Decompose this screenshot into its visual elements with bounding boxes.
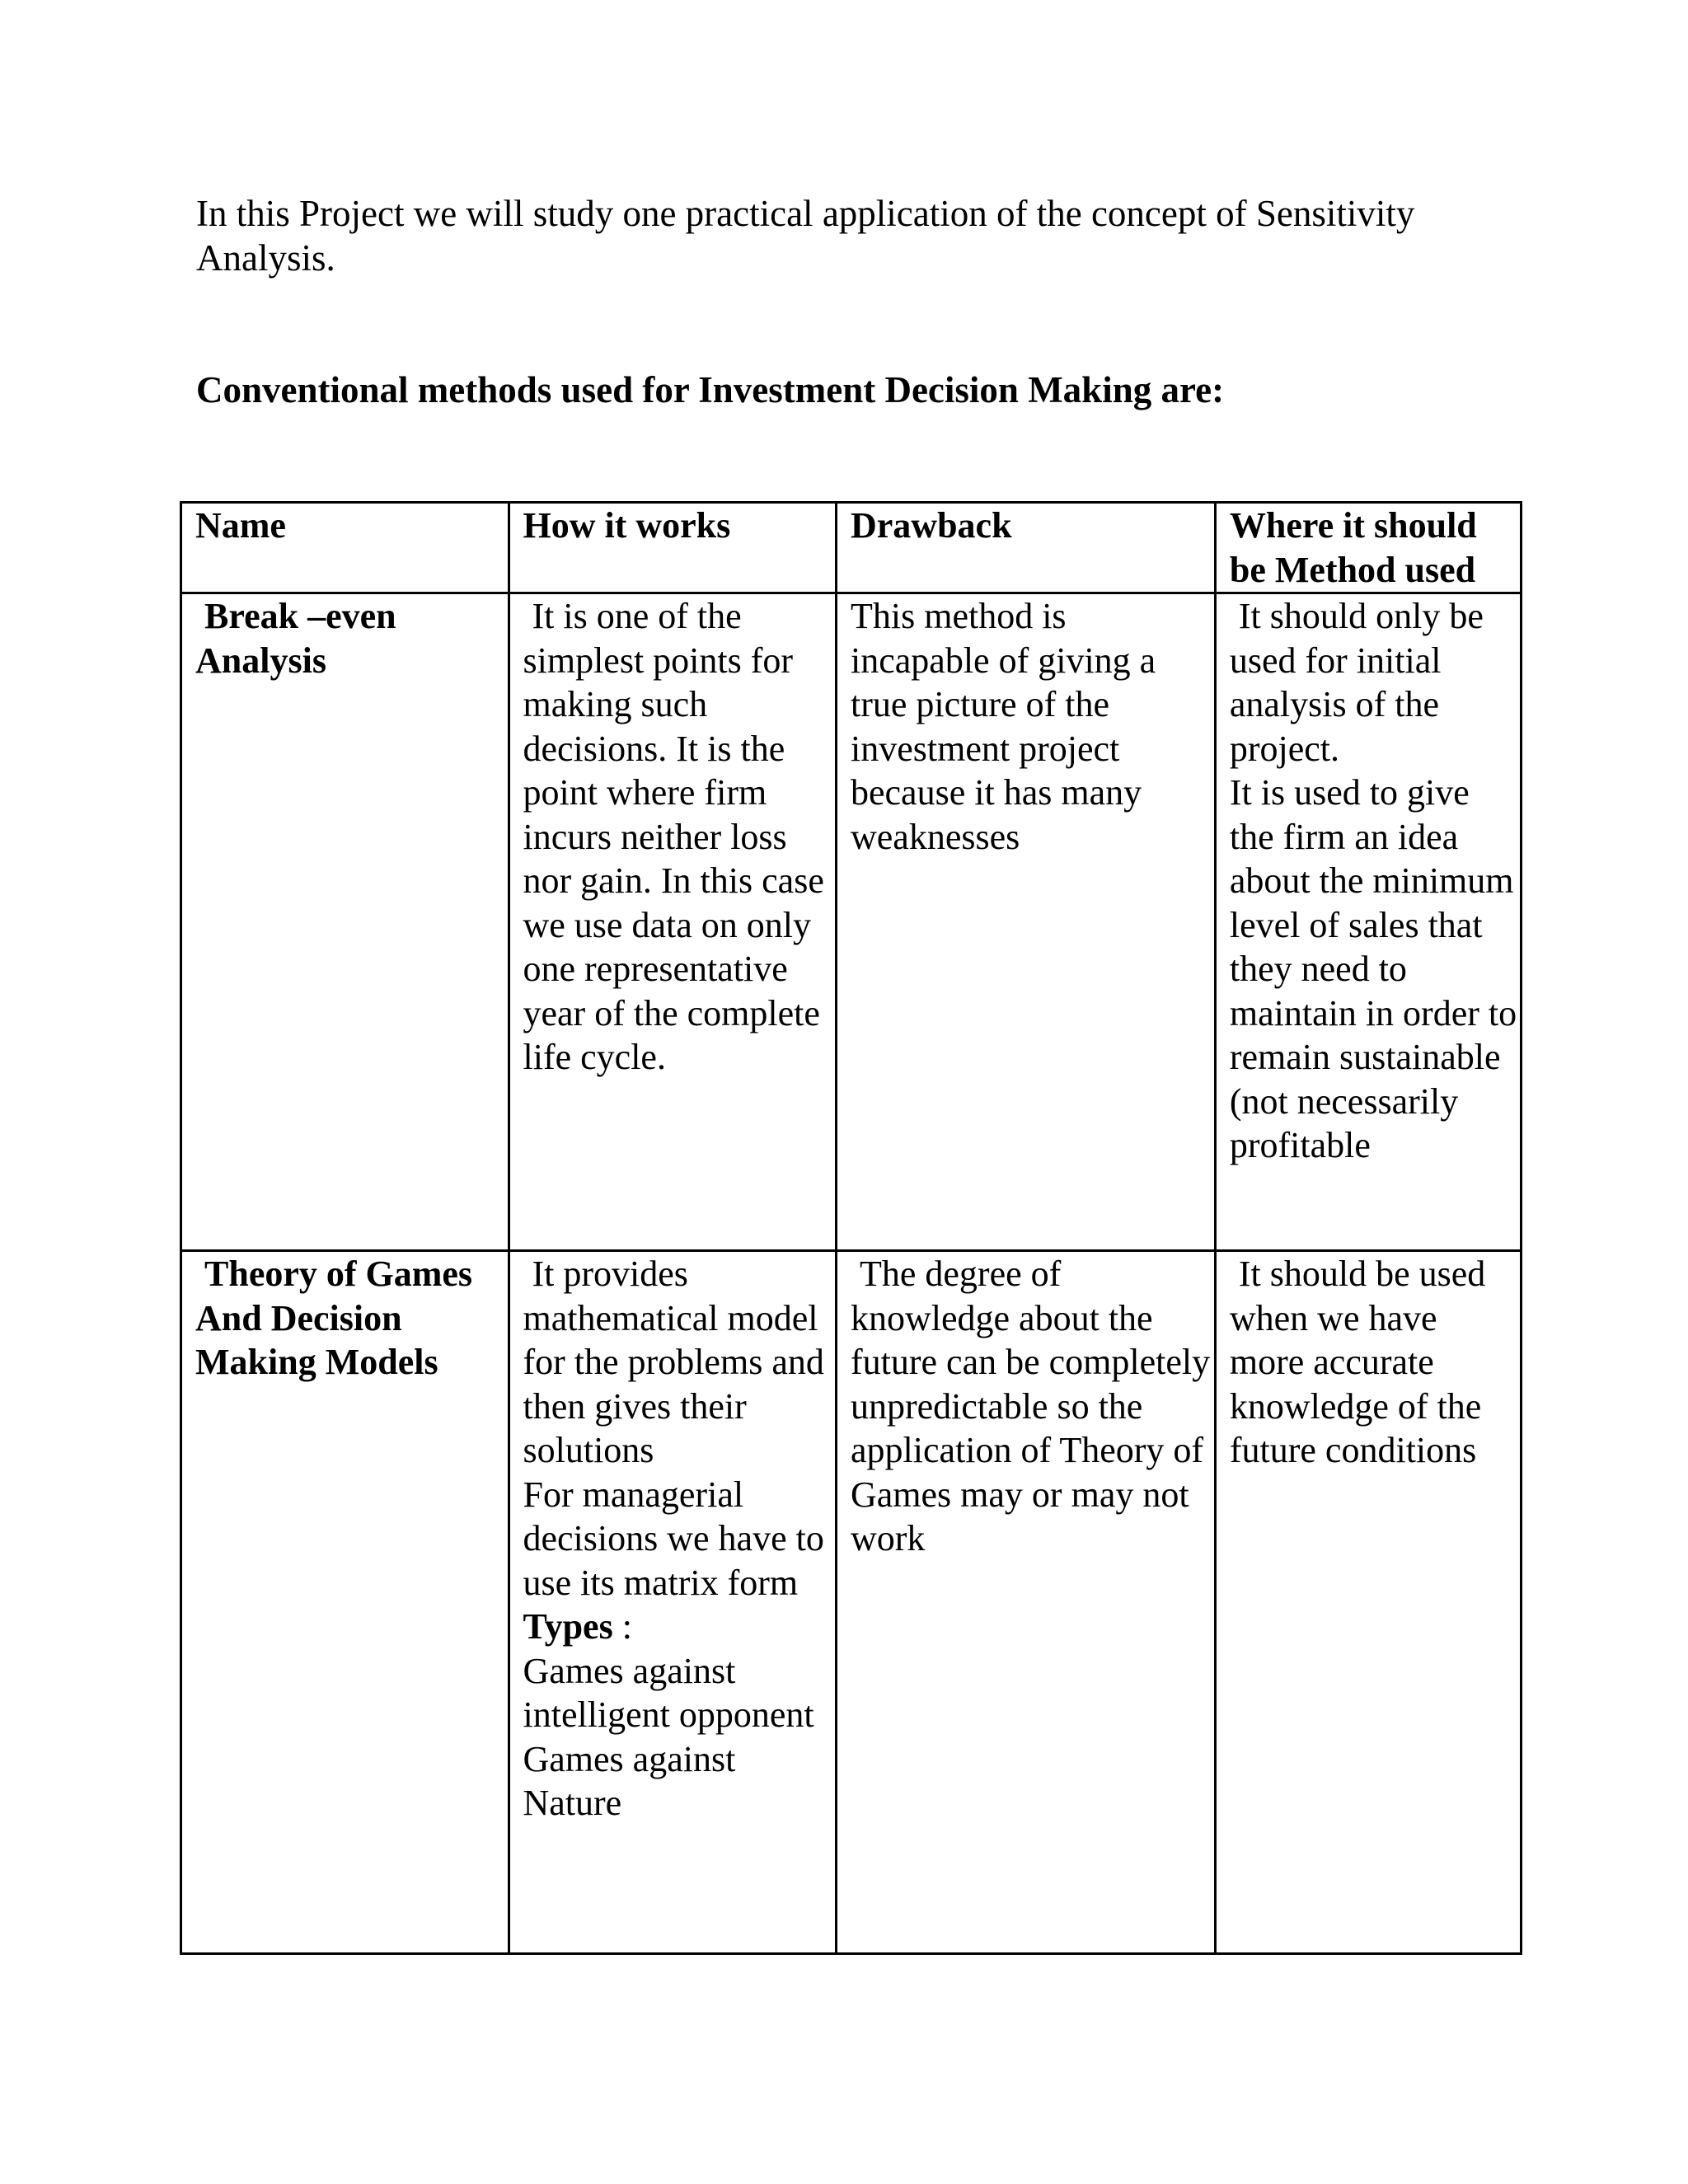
cell-name: Break –even Analysis xyxy=(181,593,509,1251)
header-name: Name xyxy=(181,503,509,593)
cell-how-part-3: Games against intelligent opponent xyxy=(523,1650,814,1735)
header-where-used: Where it should be Method used xyxy=(1215,503,1521,593)
cell-name: Theory of Games And Decision Making Models xyxy=(181,1251,509,1954)
intro-paragraph xyxy=(196,191,1482,280)
cell-how-it-works xyxy=(509,1251,837,1954)
cell-drawback: The degree of knowledge about the future can be completely unpredictable so the application of Theory of Games may or may not work xyxy=(837,1251,1216,1954)
header-drawback: Drawback xyxy=(837,503,1216,593)
header-how-it-works: How it works xyxy=(509,503,837,593)
cell-where-used xyxy=(1215,593,1521,1251)
cell-how-part-2: For managerial decisions we have to use its matrix form xyxy=(523,1474,824,1603)
intro-line-1: In this Project we will study one practical application of the concept of Sensitivity xyxy=(196,193,1415,234)
cell-where-used-part-2: It is used to give the firm an idea about the minimum level of sales that they need to maintain in order to remain sustainable (not necessarily profitable xyxy=(1229,772,1517,1165)
cell-how-part-4: Games against Nature xyxy=(523,1738,736,1823)
types-label: Types xyxy=(523,1606,613,1647)
intro-line-2: Analysis. xyxy=(196,237,335,279)
cell-where-used-part-1: It should only be used for initial analysis of the project. xyxy=(1229,596,1493,769)
methods-table xyxy=(180,501,1522,1955)
table-header-row xyxy=(181,503,1522,593)
types-colon: : xyxy=(612,1606,632,1647)
section-heading: Conventional methods used for Investment Decision Making are: xyxy=(196,369,1225,410)
table-row xyxy=(181,1251,1522,1954)
cell-how-it-works: It is one of the simplest points for making such decisions. It is the point where firm incurs neither loss nor gain. In this case we use data on only one representative year of the complete life cycle. xyxy=(509,593,837,1251)
cell-how-types xyxy=(523,1605,836,1649)
cell-drawback: This method is incapable of giving a true picture of the investment project because it has many weaknesses xyxy=(837,593,1216,1251)
table-row xyxy=(181,593,1522,1251)
cell-where-used: It should be used when we have more accurate knowledge of the future conditions xyxy=(1215,1251,1521,1954)
cell-how-part-1: It provides mathematical model for the problems and then gives their solutions xyxy=(523,1254,833,1470)
